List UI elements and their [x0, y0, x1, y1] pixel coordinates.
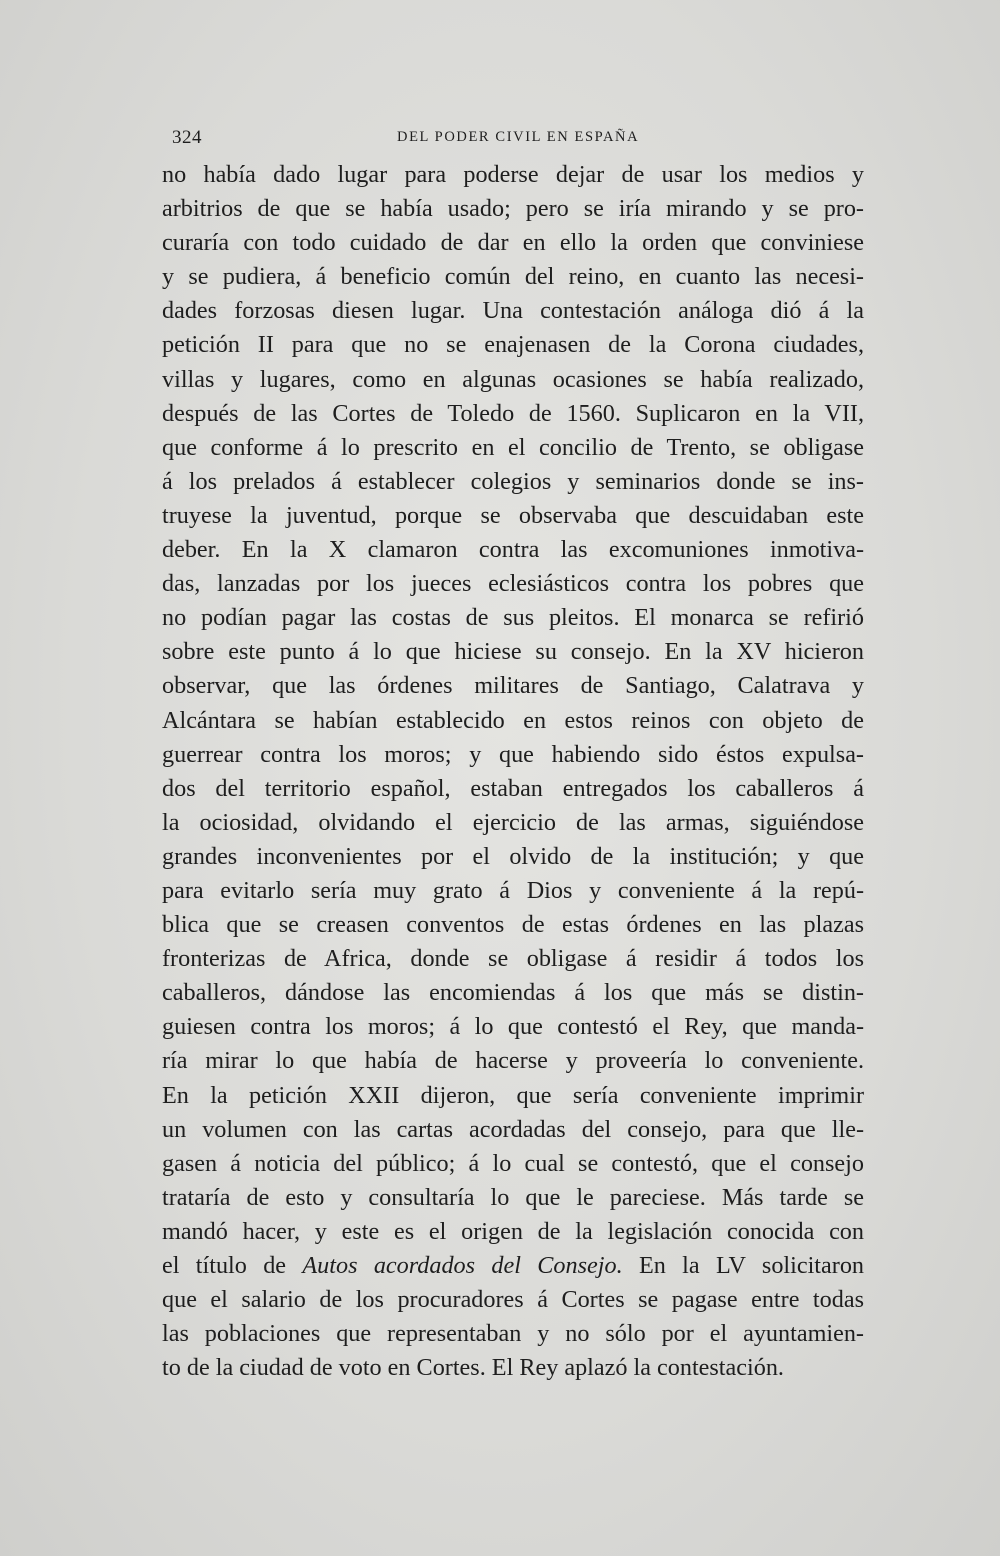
- text-line: la ociosidad, olvidando el ejercicio de las armas, siguiéndose: [162, 808, 864, 836]
- text-segment: el título de: [162, 1252, 303, 1279]
- page-header: [172, 127, 872, 151]
- text-line: blica que se creasen conventos de estas órdenes en las plazas: [162, 911, 864, 939]
- text-line: Alcántara se habían establecido en estos reinos con objeto de: [162, 706, 864, 734]
- text-line: que conforme á lo prescrito en el concilio de Trento, se obligase: [162, 433, 864, 461]
- text-line: las poblaciones que representaban y no sólo por el ayuntamien-: [162, 1320, 864, 1348]
- text-line: no había dado lugar para poderse dejar de usar los medios y: [162, 161, 864, 188]
- text-line: y se pudiera, á beneficio común del reino, en cuanto las necesi-: [162, 263, 864, 291]
- text-line: mandó hacer, y este es el origen de la legislación conocida con: [162, 1217, 864, 1245]
- text-line: petición II para que no se enajenasen de la Corona ciudades,: [162, 331, 864, 359]
- text-line: arbitrios de que se había usado; pero se iría mirando y se pro-: [162, 195, 864, 223]
- text-line: gasen á noticia del público; á lo cual se contestó, que el consejo: [162, 1149, 864, 1177]
- text-line: que el salario de los procuradores á Cortes se pagase entre todas: [162, 1286, 864, 1314]
- text-line: no podían pagar las costas de sus pleitos. El monarca se refirió: [162, 604, 864, 632]
- text-line: después de las Cortes de Toledo de 1560. Suplicaron en la VII,: [162, 399, 864, 427]
- text-line-with-italic-title: [162, 1249, 864, 1283]
- text-line: observar, que las órdenes militares de Santiago, Calatrava y: [162, 672, 864, 700]
- text-line: dos del territorio español, estaban entregados los caballeros á: [162, 774, 864, 802]
- text-line: para evitarlo sería muy grato á Dios y conveniente á la repú-: [162, 876, 864, 904]
- text-line: dades forzosas diesen lugar. Una contestación análoga dió á la: [162, 297, 864, 325]
- text-line: deber. En la X clamaron contra las excomuniones inmotiva-: [162, 536, 864, 564]
- italic-book-title: Autos acordados del Consejo.: [302, 1252, 623, 1279]
- text-line: trataría de esto y consultaría lo que le pareciese. Más tarde se: [162, 1183, 864, 1211]
- text-line: to de la ciudad de voto en Cortes. El Rey aplazó la contestación.: [162, 1354, 784, 1382]
- text-line: das, lanzadas por los jueces eclesiásticos contra los pobres que: [162, 570, 864, 598]
- text-line: sobre este punto á lo que hiciese su consejo. En la XV hicieron: [162, 638, 864, 666]
- page-number: 324: [172, 127, 202, 148]
- text-line: fronterizas de Africa, donde se obligase á residir á todos los: [162, 945, 864, 973]
- body-text: [162, 158, 864, 1385]
- text-line: caballeros, dándose las encomiendas á los que más se distin-: [162, 979, 864, 1007]
- text-line: truyese la juventud, porque se observaba que descuidaban este: [162, 501, 864, 529]
- text-line: villas y lugares, como en algunas ocasiones se había realizado,: [162, 365, 864, 393]
- text-segment: En la LV solicitaron: [622, 1252, 864, 1279]
- text-line: curaría con todo cuidado de dar en ello la orden que conviniese: [162, 229, 864, 257]
- text-line: ría mirar lo que había de hacerse y proveería lo conveniente.: [162, 1047, 864, 1075]
- text-line: En la petición XXII dijeron, que sería conveniente imprimir: [162, 1081, 864, 1109]
- text-line: grandes inconvenientes por el olvido de la institución; y que: [162, 842, 864, 870]
- text-line: guiesen contra los moros; á lo que contestó el Rey, que manda-: [162, 1013, 864, 1041]
- running-title: DEL PODER CIVIL EN ESPAÑA: [397, 129, 640, 145]
- text-line: un volumen con las cartas acordadas del consejo, para que lle-: [162, 1115, 864, 1143]
- text-line: guerrear contra los moros; y que habiendo sido éstos expulsa-: [162, 740, 864, 768]
- text-line: á los prelados á establecer colegios y seminarios donde se ins-: [162, 467, 864, 495]
